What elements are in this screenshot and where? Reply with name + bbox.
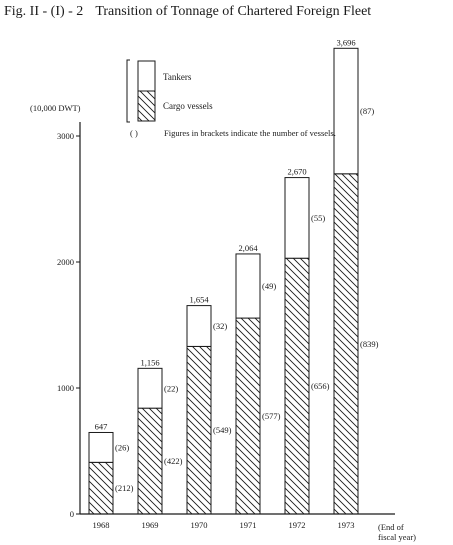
y-tick-label-1000: 1000 <box>57 383 74 393</box>
bar-tankers-1973 <box>334 48 358 173</box>
bar-cargo-1971 <box>236 318 260 514</box>
legend-bracket <box>127 60 130 122</box>
total-label-1972: 2,670 <box>287 166 307 177</box>
bar-cargo-1970 <box>187 346 211 514</box>
cargo-vessels-1969: (422) <box>164 456 183 467</box>
x-tick-label-1971: 1971 <box>239 520 257 530</box>
bar-tankers-1970 <box>187 306 211 347</box>
y-tick-label-3000: 3000 <box>57 131 74 141</box>
cargo-vessels-1968: (212) <box>115 483 134 494</box>
tankers-vessels-1971: (49) <box>262 281 277 292</box>
legend-label-tankers: Tankers <box>163 72 192 82</box>
bar-cargo-1972 <box>285 258 309 514</box>
tankers-vessels-1969: (22) <box>164 383 179 394</box>
legend <box>127 60 336 138</box>
tankers-vessels-1972: (55) <box>311 212 326 223</box>
legend-brackets-symbol: ( ) <box>130 128 138 138</box>
total-label-1968: 647 <box>94 421 108 432</box>
figure-heading: Transition of Tonnage of Chartered Foreign Fleet <box>95 4 372 19</box>
bar-cargo-1969 <box>138 408 162 514</box>
tankers-vessels-1970: (32) <box>213 321 228 332</box>
bars <box>89 37 379 530</box>
total-label-1973: 3,696 <box>336 37 356 48</box>
x-axis-note-line2: fiscal year) <box>378 532 416 542</box>
legend-swatch-tankers <box>138 61 155 91</box>
y-tick-label-2000: 2000 <box>57 257 74 267</box>
cargo-vessels-1970: (549) <box>213 425 232 436</box>
bar-cargo-1968 <box>89 462 113 514</box>
total-label-1971: 2,064 <box>238 242 258 253</box>
bar-tankers-1971 <box>236 254 260 318</box>
x-axis-note <box>378 522 416 542</box>
legend-swatch-cargo <box>138 91 155 121</box>
figure-id: Fig. II - (I) - 2 <box>4 4 84 19</box>
cargo-vessels-1973: (839) <box>360 338 379 349</box>
x-tick-label-1969: 1969 <box>141 520 159 530</box>
bar-tankers-1969 <box>138 368 162 408</box>
x-tick-label-1970: 1970 <box>190 520 208 530</box>
bar-tankers-1968 <box>89 432 113 462</box>
bar-cargo-1973 <box>334 174 358 514</box>
x-tick-label-1968: 1968 <box>92 520 110 530</box>
x-tick-label-1973: 1973 <box>337 520 355 530</box>
x-tick-label-1972: 1972 <box>288 520 306 530</box>
total-label-1969: 1,156 <box>140 357 160 368</box>
cargo-vessels-1972: (656) <box>311 381 330 392</box>
y-tick-label-0: 0 <box>69 509 74 519</box>
bar-tankers-1972 <box>285 178 309 259</box>
x-axis-note-line1: (End of <box>378 522 404 532</box>
legend-label-cargo: Cargo vessels <box>163 101 213 111</box>
cargo-vessels-1971: (577) <box>262 411 281 422</box>
tankers-vessels-1968: (26) <box>115 442 130 453</box>
y-axis-unit-label: (10,000 DWT) <box>30 103 81 113</box>
total-label-1970: 1,654 <box>189 294 209 305</box>
y-ticks <box>57 131 80 519</box>
tankers-vessels-1973: (87) <box>360 106 375 117</box>
legend-brackets-note: Figures in brackets indicate the number of vessels. <box>164 128 336 138</box>
